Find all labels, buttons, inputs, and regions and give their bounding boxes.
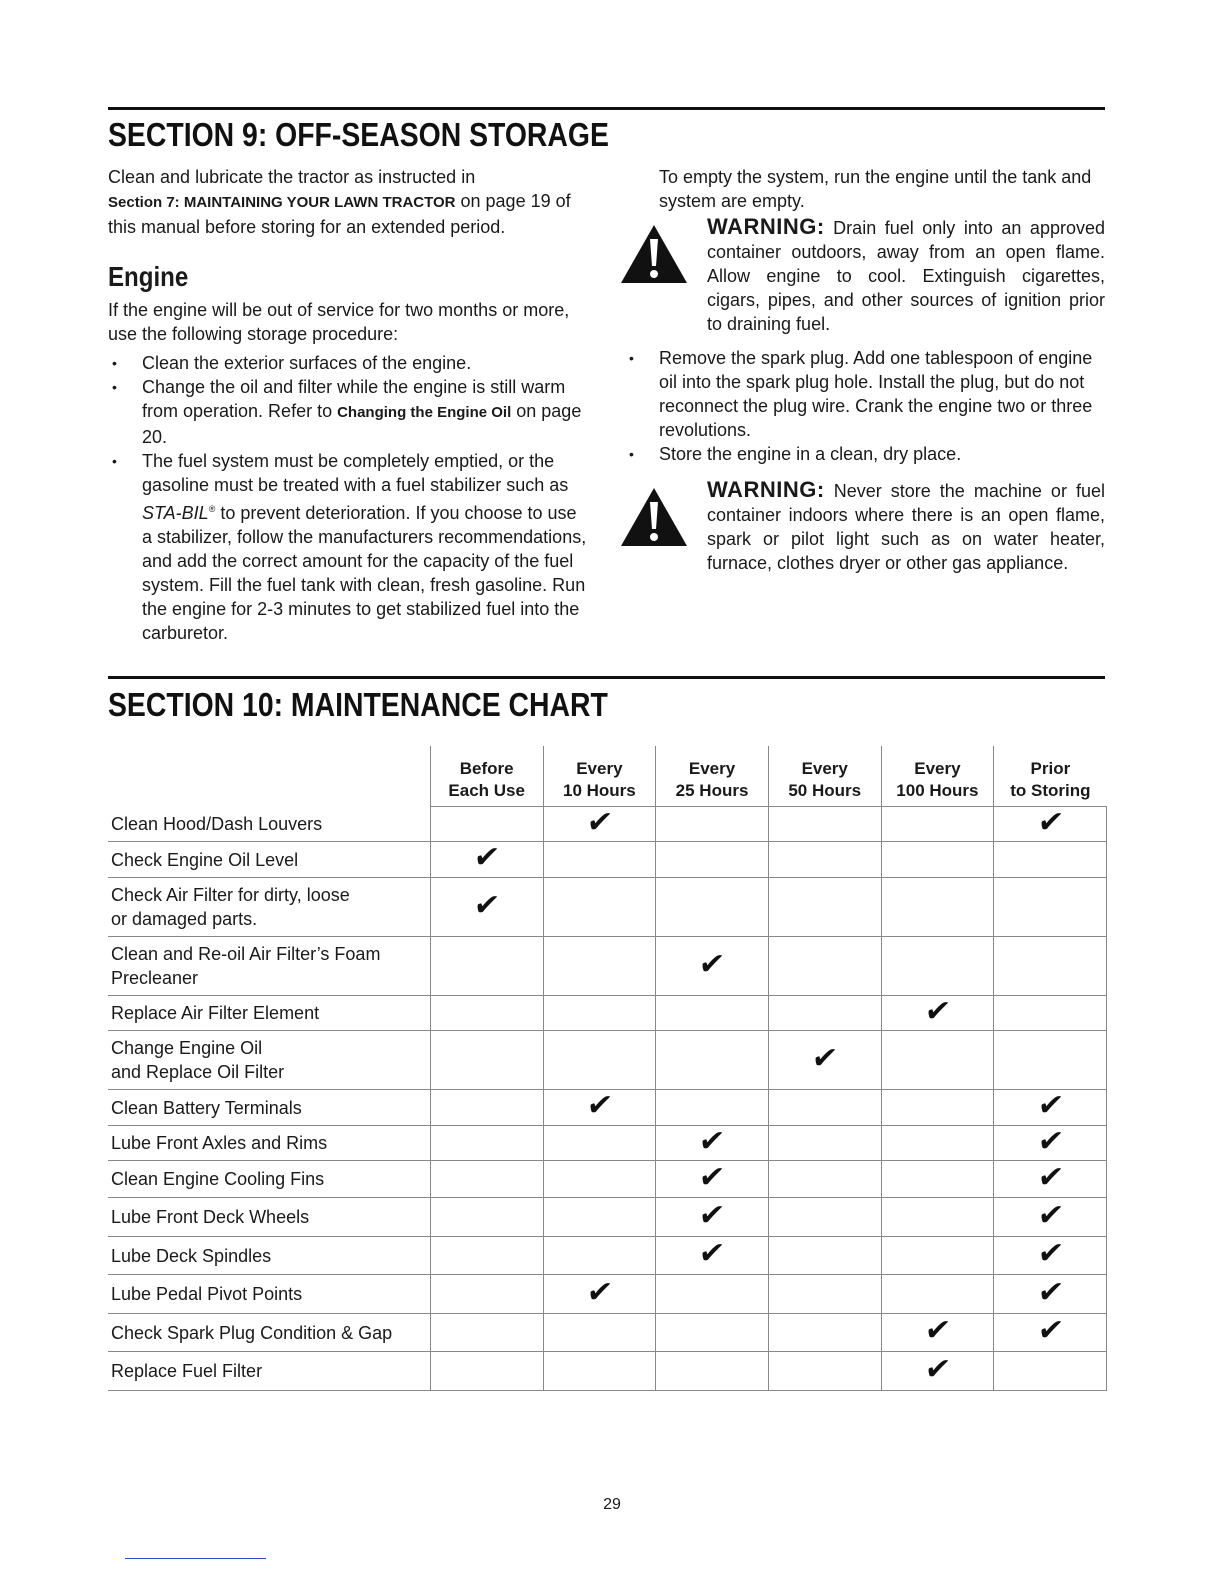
check-mark-icon: ✔ [584, 1088, 615, 1123]
task-label: Lube Pedal Pivot Points [108, 1275, 430, 1314]
table-row [108, 1090, 1107, 1126]
task-label: Lube Front Deck Wheels [108, 1198, 430, 1237]
check-mark-icon: ✔ [1035, 1274, 1066, 1310]
interval-cell [543, 1275, 656, 1314]
interval-cell [881, 1198, 994, 1237]
interval-cell [430, 1275, 543, 1314]
interval-cell [543, 996, 656, 1031]
check-mark-icon: ✔ [809, 1040, 840, 1076]
interval-cell [430, 1352, 543, 1391]
interval-cell [656, 1237, 769, 1275]
table-row [108, 1352, 1107, 1391]
interval-cell [881, 1352, 994, 1391]
interval-cell [543, 1126, 656, 1161]
check-mark-icon: ✔ [471, 887, 502, 923]
list-item: • Change the oil and filter while the engine is still warm from operation. Refer to Changing the Engine Oil on page 20. [108, 375, 590, 449]
interval-cell [656, 1352, 769, 1391]
page-number: 29 [603, 1496, 621, 1513]
table-row [108, 996, 1107, 1031]
interval-cell [768, 996, 881, 1031]
interval-cell [430, 996, 543, 1031]
chart-body [108, 804, 1107, 1391]
interval-cell [656, 807, 769, 842]
table-row [108, 842, 1107, 878]
interval-cell [881, 1275, 994, 1314]
interval-cell [656, 1161, 769, 1198]
table-row [108, 1275, 1107, 1314]
section-10-title: SECTION 10: MAINTENANCE CHART [108, 686, 608, 723]
interval-cell [994, 1090, 1107, 1126]
task-label: Replace Fuel Filter [108, 1352, 430, 1391]
interval-cell [994, 1031, 1107, 1090]
warning-drain-fuel: WARNING: Drain fuel only into an approved container outdoors, away from an open flame. Allow engine to cool. Extinguish cigarettes, cigars, pipes, and other sources of ignition prior to draining fuel. [625, 215, 1105, 336]
interval-cell [656, 996, 769, 1031]
column-header: Prior to Storing [994, 746, 1107, 807]
check-mark-icon: ✔ [584, 804, 615, 840]
interval-cell [994, 937, 1107, 996]
check-mark-icon: ✔ [1035, 1123, 1066, 1159]
interval-cell [881, 807, 994, 842]
interval-cell [430, 1237, 543, 1275]
list-item: • The fuel system must be completely emptied, or the gasoline must be treated with a fuel stabilizer such as STA-BIL® to prevent deterioration. If you choose to use a stabilizer, follow the manufacturers recommendations, and add the correct amount for the capacity of the fuel system. Fill the fuel tank with clean, fresh gasoline. Run the engine for 2-3 minutes to get stabilized fuel into the carburetor. [108, 449, 590, 645]
interval-cell [656, 1090, 769, 1126]
interval-cell [430, 937, 543, 996]
interval-cell [656, 878, 769, 937]
interval-cell [994, 1161, 1107, 1198]
chart-header-row [108, 746, 1107, 807]
task-label: Lube Front Axles and Rims [108, 1126, 430, 1161]
section-9-title: SECTION 9: OFF-SEASON STORAGE [108, 116, 609, 153]
changing-oil-reference: Changing the Engine Oil [337, 404, 512, 421]
table-row [108, 1031, 1107, 1090]
interval-cell [994, 842, 1107, 878]
interval-cell [656, 1314, 769, 1352]
interval-cell [656, 1123, 769, 1161]
interval-cell [768, 1237, 881, 1275]
sta-bil-brand: STA-BIL [142, 503, 209, 523]
column-header: Before Each Use [430, 746, 543, 807]
column-header: Every 100 Hours [881, 746, 994, 807]
interval-cell [543, 1314, 656, 1352]
interval-cell [994, 996, 1107, 1031]
interval-cell [994, 1237, 1107, 1275]
task-label: Clean Hood/Dash Louvers [108, 807, 430, 842]
interval-cell [543, 878, 656, 937]
check-mark-icon: ✔ [922, 993, 953, 1029]
right-column [659, 165, 1105, 575]
interval-cell [543, 1090, 656, 1126]
interval-cell [994, 878, 1107, 937]
check-mark-icon: ✔ [697, 1159, 728, 1195]
interval-cell [656, 1198, 769, 1237]
interval-cell [768, 1352, 881, 1391]
interval-cell [881, 937, 994, 996]
intro-paragraph: Clean and lubricate the tractor as instructed in Section 7: MAINTAINING YOUR LAWN TRACTOR on page 19 of this manual before storing for an extended period. [108, 167, 571, 237]
check-mark-icon: ✔ [1035, 1159, 1066, 1195]
warning-storage: WARNING: Never store the machine or fuel container indoors where there is an open flame, spark or pilot light such as on water heater, furnace, clothes dryer or other gas appliance. [625, 478, 1105, 575]
check-mark-icon: ✔ [584, 1274, 615, 1310]
check-mark-icon: ✔ [1035, 1313, 1066, 1348]
interval-cell [881, 1031, 994, 1090]
interval-cell [430, 1126, 543, 1161]
interval-cell [430, 878, 543, 937]
section-9-rule [108, 107, 1105, 110]
warning-triangle-icon [619, 223, 689, 285]
engine-heading: Engine [108, 261, 189, 292]
interval-cell [543, 1161, 656, 1198]
interval-cell [430, 842, 543, 878]
check-mark-icon: ✔ [922, 1313, 953, 1348]
task-label: Check Air Filter for dirty, loose or damaged parts. [108, 878, 430, 937]
task-label: Lube Deck Spindles [108, 1237, 430, 1275]
interval-cell [430, 1090, 543, 1126]
footer-link-underline [125, 1558, 266, 1559]
interval-cell [768, 842, 881, 878]
registered-mark: ® [208, 504, 216, 514]
maintenance-chart [108, 746, 1107, 1391]
section-7-reference: Section 7: MAINTAINING YOUR LAWN TRACTOR [108, 194, 456, 211]
interval-cell [768, 937, 881, 996]
interval-cell [768, 1161, 881, 1198]
section-10-rule [108, 676, 1105, 679]
interval-cell [543, 1198, 656, 1237]
interval-cell [543, 842, 656, 878]
warning-triangle-icon [619, 486, 689, 548]
task-label: Check Engine Oil Level [108, 842, 430, 878]
column-header: Every 25 Hours [656, 746, 769, 807]
engine-procedure-list [108, 351, 590, 645]
interval-cell [881, 1237, 994, 1275]
interval-cell [543, 937, 656, 996]
column-header: Every 10 Hours [543, 746, 656, 807]
engine-intro: If the engine will be out of service for two months or more, use the following storage procedure: [108, 300, 570, 344]
interval-cell [430, 1198, 543, 1237]
interval-cell [768, 1031, 881, 1090]
interval-cell [768, 878, 881, 937]
task-label: Check Spark Plug Condition & Gap [108, 1314, 430, 1352]
table-row [108, 1314, 1107, 1352]
interval-cell [430, 1161, 543, 1198]
interval-cell [656, 1031, 769, 1090]
table-row [108, 807, 1107, 842]
interval-cell [994, 1123, 1107, 1161]
column-header: Every 50 Hours [768, 746, 881, 807]
interval-cell [881, 1090, 994, 1126]
interval-cell [994, 1275, 1107, 1314]
check-mark-icon: ✔ [697, 946, 728, 982]
interval-cell [430, 1314, 543, 1352]
table-row [108, 937, 1107, 996]
interval-cell [656, 937, 769, 996]
interval-cell [768, 1198, 881, 1237]
check-mark-icon: ✔ [697, 1123, 728, 1159]
check-mark-icon: ✔ [1035, 1088, 1066, 1123]
warning-label: WARNING: [707, 214, 825, 239]
interval-cell [994, 804, 1107, 842]
check-mark-icon: ✔ [1035, 1197, 1066, 1233]
interval-cell [656, 1275, 769, 1314]
interval-cell [994, 1314, 1107, 1352]
interval-cell [768, 1314, 881, 1352]
interval-cell [543, 1237, 656, 1275]
interval-cell [881, 842, 994, 878]
engine-procedure-list-continued [625, 346, 1105, 466]
check-mark-icon: ✔ [697, 1197, 728, 1233]
task-label: Clean Battery Terminals [108, 1090, 430, 1126]
empty-system-text: To empty the system, run the engine until the tank and system are empty. [659, 167, 1092, 211]
check-mark-icon: ✔ [471, 840, 502, 875]
list-item: • Remove the spark plug. Add one tablespoon of engine oil into the spark plug hole. Install the plug, but do not reconnect the plug wire. Crank the engine two or three revolutions. [625, 346, 1105, 442]
interval-cell [768, 1126, 881, 1161]
interval-cell [768, 807, 881, 842]
interval-cell [543, 1352, 656, 1391]
interval-cell [994, 1198, 1107, 1237]
interval-cell [543, 804, 656, 842]
check-mark-icon: ✔ [922, 1351, 953, 1387]
table-row [108, 1126, 1107, 1161]
warning-label: WARNING: [707, 477, 825, 502]
check-mark-icon: ✔ [1035, 1236, 1066, 1271]
list-item: • Store the engine in a clean, dry place. [625, 442, 1105, 466]
check-mark-icon: ✔ [697, 1236, 728, 1271]
interval-cell [881, 878, 994, 937]
task-label: Clean and Re-oil Air Filter’s Foam Precleaner [108, 937, 430, 996]
interval-cell [881, 993, 994, 1031]
task-label: Clean Engine Cooling Fins [108, 1161, 430, 1198]
interval-cell [768, 1275, 881, 1314]
task-label: Replace Air Filter Element [108, 996, 430, 1031]
table-row [108, 1198, 1107, 1237]
left-column [108, 165, 590, 645]
interval-cell [656, 842, 769, 878]
table-row [108, 1237, 1107, 1275]
interval-cell [430, 807, 543, 842]
interval-cell [881, 1314, 994, 1352]
task-label: Change Engine Oil and Replace Oil Filter [108, 1031, 430, 1090]
table-row [108, 878, 1107, 937]
interval-cell [881, 1126, 994, 1161]
interval-cell [430, 1031, 543, 1090]
interval-cell [881, 1161, 994, 1198]
table-row [108, 1161, 1107, 1198]
check-mark-icon: ✔ [1035, 804, 1066, 840]
interval-cell [994, 1352, 1107, 1391]
interval-cell [768, 1090, 881, 1126]
list-item: • Clean the exterior surfaces of the engine. [108, 351, 590, 375]
interval-cell [543, 1031, 656, 1090]
